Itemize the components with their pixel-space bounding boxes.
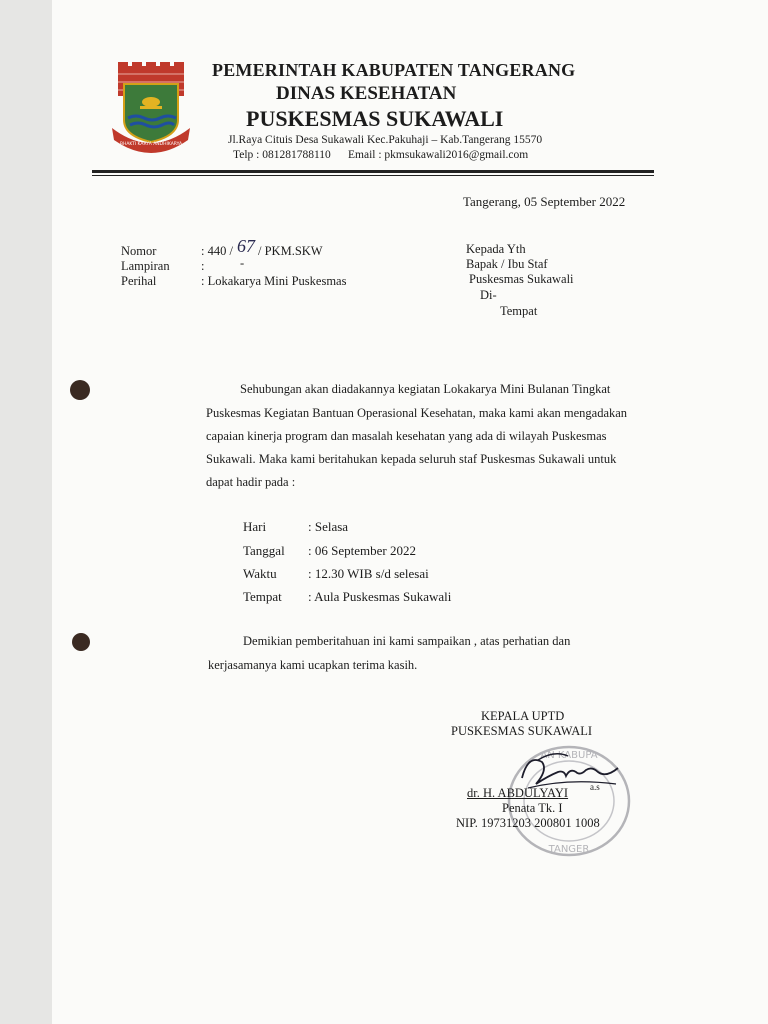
closing-line-1: Demikian pemberitahuan ini kami sampaikan , atas perhatian dan <box>243 634 571 648</box>
signatory-name: dr. H. ABDULYAYI <box>467 786 569 800</box>
signature-title-2: PUSKESMAS SUKAWALI <box>451 724 593 738</box>
recipient-line2: Bapak / Ibu Staf <box>466 257 548 271</box>
letterhead-line3: PUSKESMAS SUKAWALI <box>246 106 504 131</box>
schedule-value-waktu: : 12.30 WIB s/d selesai <box>308 566 429 581</box>
body-line-4: Sukawali. Maka kami beritahukan kepada seluruh staf Puskesmas Sukawali untuk <box>206 452 617 466</box>
perihal-label: Perihal <box>121 274 157 288</box>
nomor-handwritten: 67 <box>237 236 255 256</box>
stamp-top-text: AN KABUPA <box>540 750 598 761</box>
letterhead-telp: Telp : 081281788110 <box>233 149 331 161</box>
letterhead-line1: PEMERINTAH KABUPATEN TANGERANG <box>212 60 576 80</box>
letterhead-rule-thin <box>92 175 654 176</box>
signatory-rank: Penata Tk. I <box>502 801 563 815</box>
nomor-prefix: : 440 / <box>201 244 233 258</box>
body-line-3: capaian kinerja program dan masalah kesehatan yang ada di wilayah Puskesmas <box>206 429 607 443</box>
letterhead-rule-thick <box>92 170 654 173</box>
recipient-line4: Di- <box>480 288 497 302</box>
recipient-line1: Kepada Yth <box>466 242 526 256</box>
body-line-5: dapat hadir pada : <box>206 475 296 489</box>
letterhead-line2: DINAS KESEHATAN <box>276 83 457 104</box>
lampiran-value: : <box>201 259 205 273</box>
schedule-label-tanggal: Tanggal <box>243 543 285 558</box>
schedule-value-tempat: : Aula Puskesmas Sukawali <box>308 589 452 604</box>
nomor-suffix: / PKM.SKW <box>258 244 323 258</box>
recipient-line5: Tempat <box>500 304 538 318</box>
schedule-label-tempat: Tempat <box>243 589 282 604</box>
punch-hole-bottom <box>72 633 90 651</box>
body-line-1: Sehubungan akan diadakannya kegiatan Lokakarya Mini Bulanan Tingkat <box>240 382 611 396</box>
recipient-line3: Puskesmas Sukawali <box>469 272 574 286</box>
schedule-value-tanggal: : 06 September 2022 <box>308 543 416 558</box>
stamp-bottom-text: TANGER <box>548 844 590 855</box>
signatory-name-suffix: a.s <box>590 782 600 792</box>
schedule-value-hari: : Selasa <box>308 519 349 534</box>
closing-line-2: kerjasamanya kami ucapkan terima kasih. <box>208 658 418 672</box>
kabupaten-logo <box>110 62 192 158</box>
lampiran-label: Lampiran <box>121 259 170 273</box>
schedule-label-hari: Hari <box>243 519 267 534</box>
letterhead-address: Jl.Raya Cituis Desa Sukawali Kec.Pakuhaji – Kab.Tangerang 15570 <box>228 134 543 146</box>
letterhead-email: Email : pkmsukawali2016@gmail.com <box>348 149 529 161</box>
logo-ribbon-text: BHAKTI KARYA ANDHIKARYA <box>119 142 183 147</box>
signature-title-1: KEPALA UPTD <box>481 709 565 723</box>
signatory-nip: NIP. 19731203 200801 1008 <box>456 816 600 830</box>
letter-date: Tangerang, 05 September 2022 <box>463 194 626 209</box>
lampiran-dash: - <box>240 256 245 270</box>
punch-hole-top <box>70 380 90 400</box>
nomor-label: Nomor <box>121 244 157 258</box>
perihal-value: : Lokakarya Mini Puskesmas <box>201 274 347 288</box>
schedule-label-waktu: Waktu <box>243 566 277 581</box>
body-line-2: Puskesmas Kegiatan Bantuan Operasional Kesehatan, maka kami akan mengadakan <box>206 406 628 420</box>
